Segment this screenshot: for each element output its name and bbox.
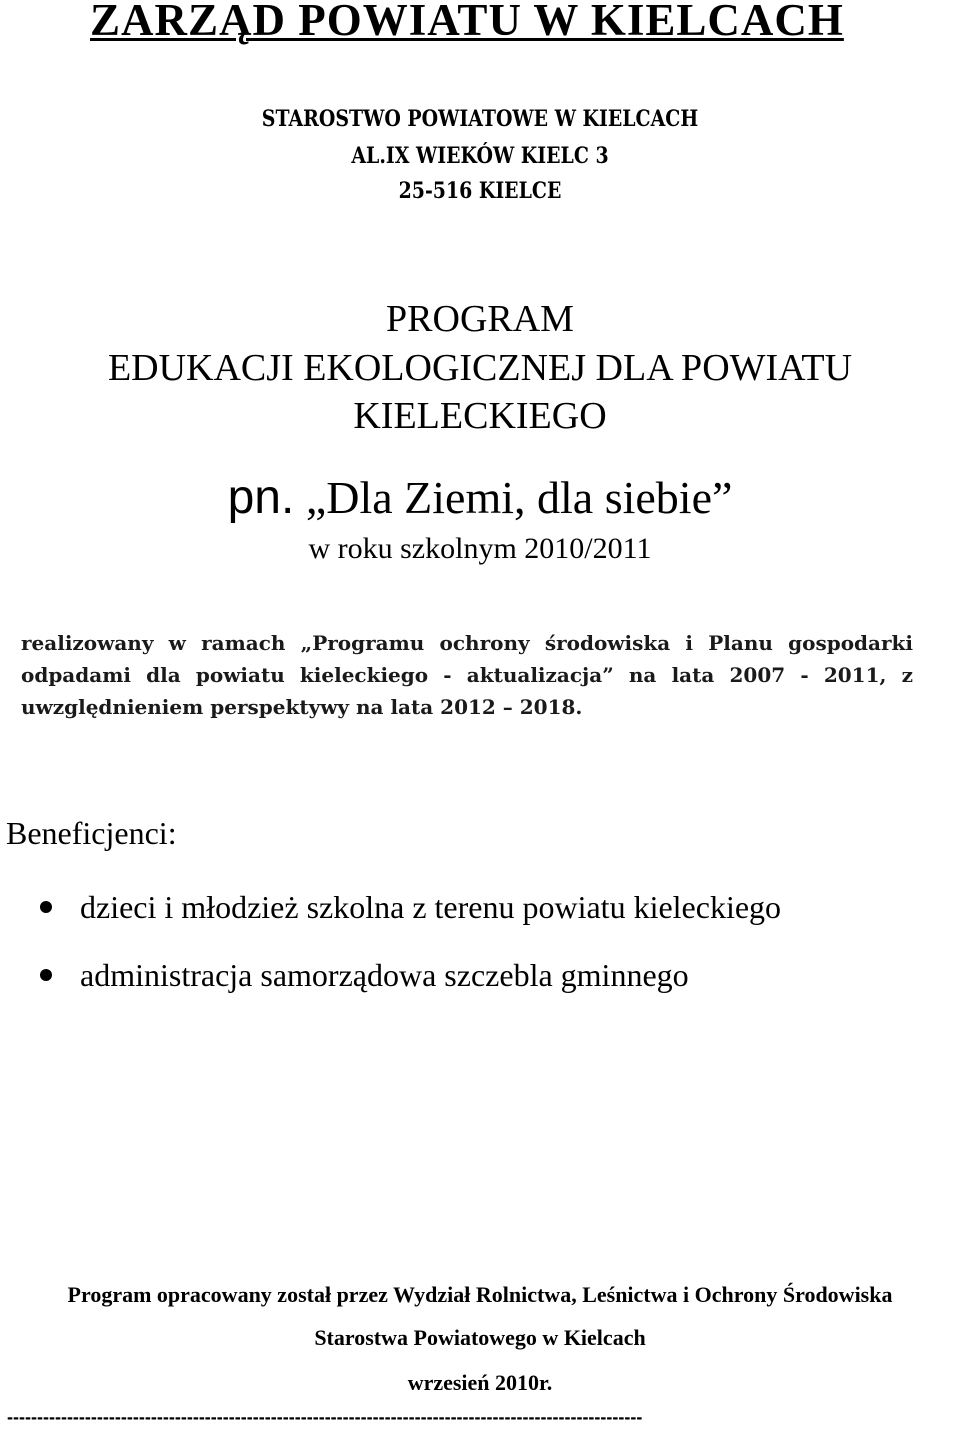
beneficiary-text: administracja samorządowa szczebla gminnego (80, 957, 689, 993)
bullet-icon (40, 969, 52, 981)
program-label: PROGRAM (386, 298, 574, 340)
list-item (40, 948, 781, 1016)
program-name (0, 470, 960, 525)
school-year: w roku szkolnym 2010/2011 (308, 532, 652, 565)
program-title-line2: KIELECKIEGO (353, 395, 607, 437)
program-title-line1: EDUKACJI EKOLOGICZNEJ DLA POWIATU (107, 347, 853, 389)
footer-separator: ---------------------------------------------------------------------------------------------------------- (7, 1407, 643, 1427)
program-name-prefix: pn. (227, 471, 295, 524)
main-title: ZARZĄD POWIATU W KIELCACH (90, 0, 844, 45)
program-name-title: „Dla Ziemi, dla siebie” (305, 472, 733, 523)
office-street: AL.IX WIEKÓW KIELC 3 (351, 143, 609, 169)
bullet-icon (40, 901, 52, 913)
footer-office: Starostwa Powiatowego w Kielcach (314, 1325, 646, 1350)
office-name: STAROSTWO POWIATOWE W KIELCACH (261, 106, 699, 132)
program-description: realizowany w ramach „Programu ochrony środowiska i Planu gospodarki odpadami dla powiatu kieleckiego - aktualizacja” na lata 2007 - 2011, z uwzględnieniem perspektywy na lata 2012 – 2018. (21, 631, 913, 719)
beneficiary-text: dzieci i młodzież szkolna z terenu powiatu kieleckiego (80, 889, 782, 925)
beneficiaries-label: Beneficjenci: (6, 815, 177, 851)
list-item (40, 880, 781, 948)
footer-date: wrzesień 2010r. (407, 1370, 553, 1395)
footer-prepared-by: Program opracowany został przez Wydział Rolnictwa, Leśnictwa i Ochrony Środowiska (67, 1282, 893, 1307)
office-postal-city: 25-516 KIELCE (398, 178, 562, 204)
beneficiaries-list (40, 880, 781, 1016)
